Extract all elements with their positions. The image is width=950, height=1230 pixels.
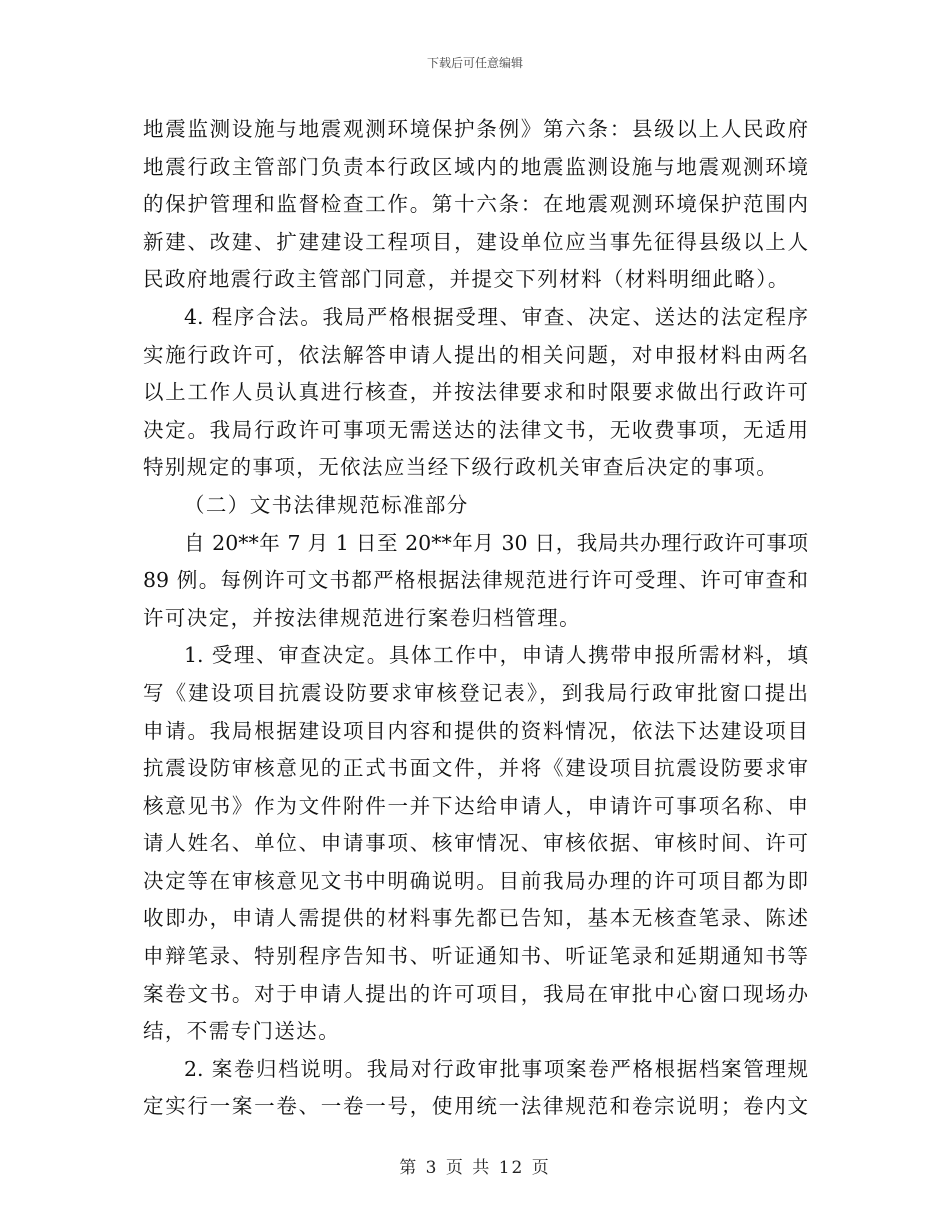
body-line: 收即办，申请人需提供的材料事先都已告知，基本无核查笔录、陈述 xyxy=(143,906,808,931)
body-line: 特别规定的事项，无依法应当经下级行政机关审查后决定的事项。 xyxy=(143,455,779,480)
body-line: （二）文书法律规范标准部分 xyxy=(184,492,469,517)
body-line: 抗震设防审核意见的正式书面文件，并将《建设项目抗震设防要求审 xyxy=(143,756,808,781)
body-line: 定实行一案一卷、一卷一号，使用统一法律规范和卷宗说明；卷内文 xyxy=(143,1094,808,1119)
body-line: 2. 案卷归档说明。我局对行政审批事项案卷严格根据档案管理规 xyxy=(184,1056,808,1081)
body-line: 决定。我局行政许可事项无需送达的法律文书，无收费事项，无适用 xyxy=(143,417,808,442)
body-line: 以上工作人员认真进行核查，并按法律要求和时限要求做出行政许可 xyxy=(143,380,808,405)
body-line: 决定等在审核意见文书中明确说明。目前我局办理的许可项目都为即 xyxy=(143,868,808,893)
page-footer-number: 第 3 页 共 12 页 xyxy=(399,1158,551,1178)
body-line: 地震行政主管部门负责本行政区域内的地震监测设施与地震观测环境 xyxy=(143,154,808,179)
body-line: 4. 程序合法。我局严格根据受理、审查、决定、送达的法定程序 xyxy=(184,304,808,329)
body-line: 申请。我局根据建设项目内容和提供的资料情况，依法下达建设项目 xyxy=(143,718,808,743)
document-body xyxy=(143,111,808,1126)
body-line: 实施行政许可，依法解答申请人提出的相关问题，对申报材料由两名 xyxy=(143,342,808,367)
page-header-note: 下载后可任意编辑 xyxy=(426,56,523,70)
body-line: 的保护管理和监督检查工作。第十六条：在地震观测环境保护范围内 xyxy=(143,192,808,217)
body-line: 自 20**年 7 月 1 日至 20**年月 30 日，我局共办理行政许可事项 xyxy=(184,530,808,555)
body-line: 新建、改建、扩建建设工程项目，建设单位应当事先征得县级以上人 xyxy=(143,229,808,254)
body-line: 许可决定，并按法律规范进行案卷归档管理。 xyxy=(143,605,581,630)
body-line: 民政府地震行政主管部门同意，并提交下列材料（材料明细此略）。 xyxy=(143,267,790,292)
body-line: 核意见书》作为文件附件一并下达给申请人，申请许可事项名称、申 xyxy=(143,793,808,818)
body-line: 写《建设项目抗震设防要求审核登记表》，到我局行政审批窗口提出 xyxy=(143,680,808,705)
body-line: 申辩笔录、特别程序告知书、听证通知书、听证笔录和延期通知书等 xyxy=(143,944,808,969)
body-line: 地震监测设施与地震观测环境保护条例》第六条：县级以上人民政府 xyxy=(143,117,808,141)
body-line: 请人姓名、单位、申请事项、核审情况、审核依据、审核时间、许可 xyxy=(143,831,808,856)
body-line: 89 例。每例许可文书都严格根据法律规范进行许可受理、许可审查和 xyxy=(143,568,808,593)
body-line: 结，不需专门送达。 xyxy=(143,1019,341,1044)
body-line: 案卷文书。对于申请人提出的许可项目，我局在审批中心窗口现场办 xyxy=(143,981,808,1006)
body-line: 1. 受理、审查决定。具体工作中，申请人携带申报所需材料，填 xyxy=(184,643,808,668)
